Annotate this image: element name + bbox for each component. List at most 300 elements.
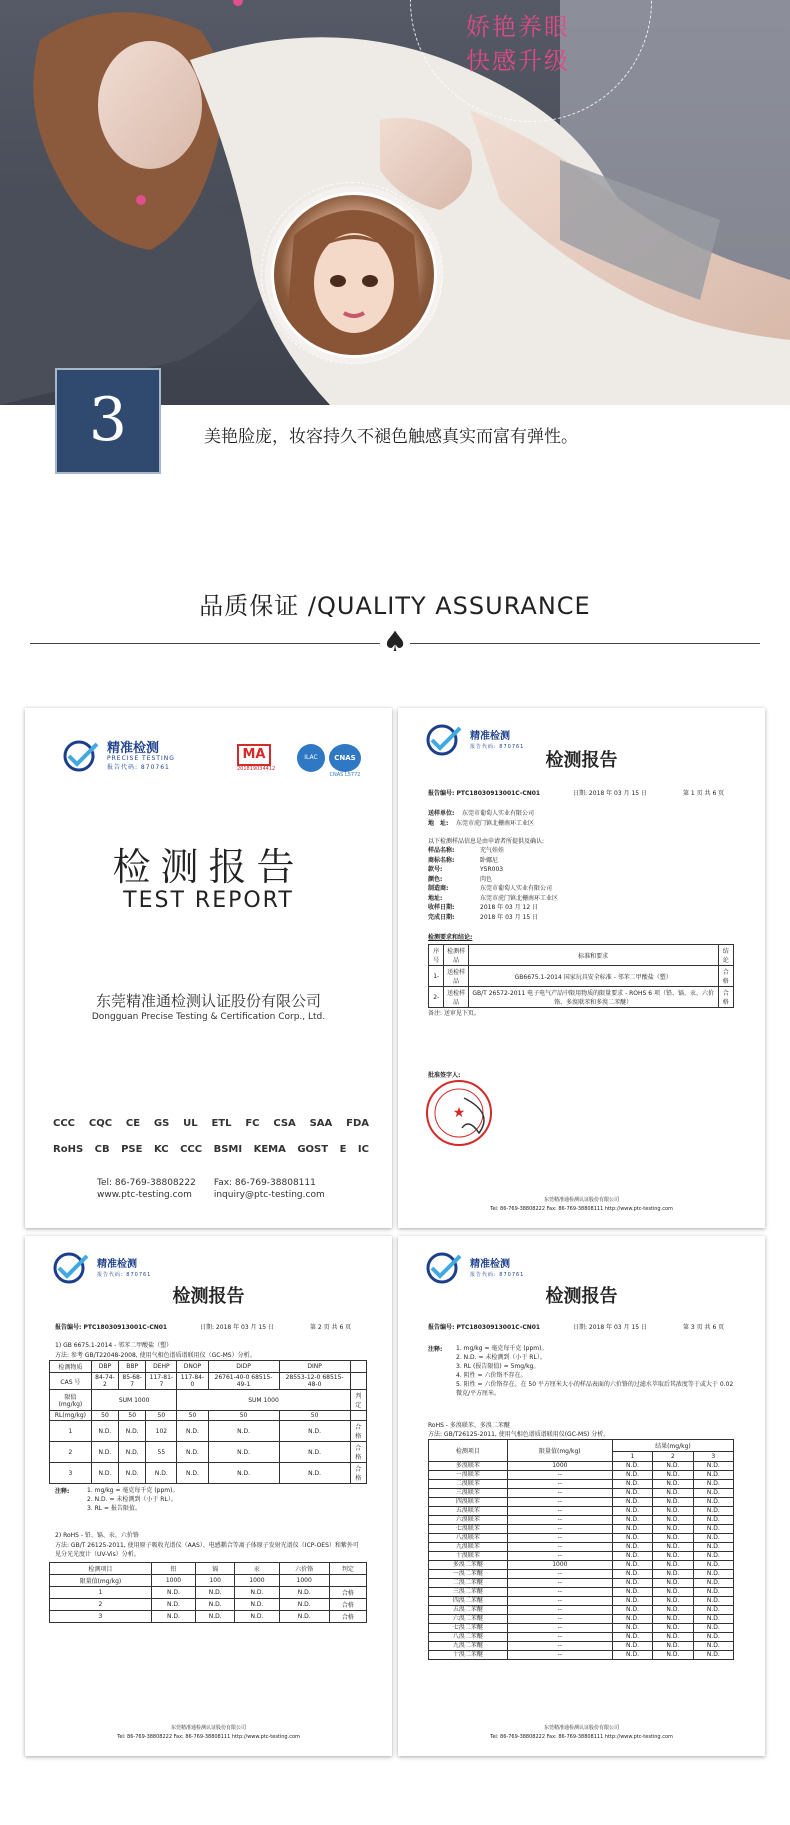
table-cell: 七溴二苯醚 (429, 1624, 508, 1633)
kc-icon: KC (153, 1144, 169, 1155)
table-cell: 十溴二苯醚 (429, 1651, 508, 1660)
table-cell: N.D. (693, 1651, 733, 1660)
table-cell: N.D. (177, 1463, 208, 1484)
table-row (429, 1615, 734, 1624)
table-row (50, 1411, 367, 1421)
table-row (429, 1642, 734, 1651)
page3-footer-tel: Tel: 86-769-38808222 Fax: 86-769-38808111 http://www.ptc-testing.com (490, 1734, 673, 1740)
page3-date: 日期: 2018 年 03 月 15 日 (573, 1324, 648, 1331)
page1-title: 检测报告 (545, 750, 618, 771)
table-cell: N.D. (119, 1442, 146, 1463)
field-value: YSR003 (480, 866, 504, 873)
table-cell (350, 1411, 366, 1421)
table-row (50, 1575, 367, 1587)
table-cell: N.D. (653, 1480, 693, 1489)
table-cell: N.D. (653, 1633, 693, 1642)
table-cell: 3 (50, 1611, 152, 1623)
table-cell: N.D. (196, 1587, 235, 1599)
table-cell: -- (507, 1471, 612, 1480)
cb-icon: CB (94, 1144, 110, 1155)
tagline-line-1: 娇艳养眼 (466, 13, 570, 41)
table-cell: N.D. (91, 1442, 118, 1463)
table-cell: 检测物质 (50, 1361, 92, 1373)
table-cell: 十溴联苯 (429, 1552, 508, 1561)
ptc-logo-icon (426, 1252, 466, 1284)
table-cell: 2- (429, 987, 444, 1008)
ma-mark (237, 744, 276, 772)
table-cell: DBP (91, 1361, 118, 1373)
table-row (429, 1651, 734, 1660)
page2-footer-tel: Tel: 86-769-38808222 Fax: 86-769-38808111 http://www.ptc-testing.com (117, 1734, 300, 1740)
table-cell: N.D. (208, 1421, 279, 1442)
table-row (429, 1471, 734, 1480)
hero-tagline (466, 10, 570, 78)
table-cell: -- (507, 1498, 612, 1507)
table-cell (350, 1373, 366, 1390)
table-cell: 117-84-0 (177, 1373, 208, 1390)
table-cell: 2 (50, 1599, 152, 1611)
rohs-icon: RoHS (53, 1144, 84, 1155)
page1-note: 以下检测样品信息是由申请者所提供及确认: (428, 838, 545, 845)
report-page-3 (398, 1236, 765, 1756)
table-cell: N.D. (693, 1462, 733, 1471)
table-row (429, 1579, 734, 1588)
table-cell: 1 (50, 1421, 92, 1442)
table-cell: 合格 (329, 1587, 366, 1599)
table-cell: 合格 (350, 1421, 366, 1442)
hero-banner (0, 0, 790, 405)
table-cell: -- (507, 1579, 612, 1588)
table-row (50, 1599, 367, 1611)
table-cell: 判定 (329, 1563, 366, 1575)
logo-code: 报告代码: 870761 (107, 763, 170, 771)
table-cell: N.D. (693, 1615, 733, 1624)
table-cell: N.D. (653, 1561, 693, 1570)
table-cell: 送检样品 (444, 966, 468, 987)
page3-page: 第 3 页 共 6 页 (683, 1324, 725, 1331)
table-cell: 检测项目 (50, 1563, 152, 1575)
page2-title: 检测报告 (172, 1286, 245, 1307)
table-cell: N.D. (612, 1489, 652, 1498)
page2-footer-company: 东莞精准通检测认证股份有限公司 (170, 1725, 246, 1731)
page2-notes-label: 注释: (55, 1488, 70, 1495)
table-cell: 检测样品 (444, 945, 468, 966)
ce-icon: CE (125, 1118, 141, 1129)
field-value: 卧娜尼 (480, 856, 499, 864)
note-line: 1. mg/kg = 毫克每千克 (ppm)。 (87, 1487, 179, 1494)
table-cell: N.D. (612, 1570, 652, 1579)
cqc-icon: CQC (88, 1118, 113, 1129)
table-cell: 多溴联苯 (429, 1462, 508, 1471)
table-row (429, 1606, 734, 1615)
pse-icon: PSE (121, 1144, 143, 1155)
page1-footer-company: 东莞精准通检测认证股份有限公司 (543, 1197, 619, 1203)
ul-icon: UL (183, 1118, 198, 1129)
table-cell: 四溴二苯醚 (429, 1597, 508, 1606)
table-cell: N.D. (653, 1543, 693, 1552)
table-cell: N.D. (653, 1552, 693, 1561)
ptc-logo (426, 1252, 524, 1284)
feature-description: 美艳脸庞，妆容持久不褪色触感真实而富有弹性。 (204, 427, 578, 447)
table-row (429, 1561, 734, 1570)
field-row (428, 903, 558, 913)
table-cell: 84-74-2 (91, 1373, 118, 1390)
table-cell: N.D. (279, 1587, 329, 1599)
table-cell: N.D. (151, 1587, 195, 1599)
table-cell: 50 (177, 1411, 208, 1421)
table-cell: N.D. (196, 1599, 235, 1611)
page3-title: 检测报告 (545, 1286, 618, 1307)
field-row (428, 884, 558, 894)
table-cell: 50 (91, 1411, 118, 1421)
table-cell: 六溴联苯 (429, 1516, 508, 1525)
table-cell: GB6675.1-2014 国家玩具安全标准 - 邻苯二甲酸盐（塑） (468, 966, 718, 987)
table-cell: 一溴联苯 (429, 1471, 508, 1480)
table-cell: 1 (50, 1587, 152, 1599)
table-cell: N.D. (693, 1597, 733, 1606)
table-cell: N.D. (279, 1421, 350, 1442)
table-cell: 1000 (507, 1561, 612, 1570)
table-cell: N.D. (653, 1489, 693, 1498)
table-cell: 多溴二苯醚 (429, 1561, 508, 1570)
field-value: 肉色 (480, 875, 493, 883)
table-cell: N.D. (653, 1507, 693, 1516)
page2-date: 日期: 2018 年 03 月 15 日 (200, 1324, 275, 1331)
table-cell: 三溴二苯醚 (429, 1588, 508, 1597)
page2-report-no: 报告编号: PTC18030913001C-CN01 (55, 1324, 168, 1331)
field-row (428, 856, 558, 866)
table-cell: N.D. (177, 1442, 208, 1463)
cnas-mark (329, 744, 361, 778)
table-cell: N.D. (612, 1588, 652, 1597)
table-cell: N.D. (612, 1480, 652, 1489)
ccc-icon: CCC (53, 1118, 76, 1129)
page3-footer-company: 东莞精准通检测认证股份有限公司 (543, 1725, 619, 1731)
table-row (429, 1498, 734, 1507)
page1-date: 日期: 2018 年 03 月 15 日 (573, 790, 648, 797)
field-value: 2018 年 03 月 15 日 (480, 913, 539, 921)
field-label: 商标名称: (428, 856, 455, 864)
cover-company-en: Dongguan Precise Testing & Certification Corp., Ltd. (91, 1012, 326, 1022)
table-cell: 102 (146, 1421, 177, 1442)
table-cell: N.D. (693, 1588, 733, 1597)
table-cell: N.D. (693, 1525, 733, 1534)
ic-icon: IC (357, 1144, 369, 1155)
note-line: 1. mg/kg = 毫克每千克 (ppm)。 (456, 1345, 548, 1352)
table-cell: RL(mg/kg) (50, 1411, 92, 1421)
table-cell: N.D. (693, 1480, 733, 1489)
table-cell: SUM 1000 (177, 1390, 350, 1411)
table-cell: N.D. (653, 1471, 693, 1480)
table-row (429, 1534, 734, 1543)
table-cell: 序号 (429, 945, 444, 966)
report-page-2 (25, 1236, 392, 1756)
logo-sub: PRECISE TESTING (107, 754, 175, 762)
note-line: 5. 阳性 = 六价铬存在。在 50 平方厘米大小的样品表面的六价铬的过滤水萃取后其浓度等于或大于 0.02 微克/平方厘米。 (456, 1381, 734, 1397)
cnas-label: CNAS (329, 744, 361, 772)
table-cell: N.D. (151, 1611, 195, 1623)
table-cell: 五溴二苯醚 (429, 1606, 508, 1615)
table-row (50, 1611, 367, 1623)
page1-address: 地 址: 东莞市虎门镇北栅南环工业区 (428, 820, 535, 827)
gs-icon: GS (153, 1118, 170, 1129)
bsmi-icon: BSMI (213, 1144, 243, 1155)
svg-text:★: ★ (452, 1105, 466, 1121)
table-row (429, 1480, 734, 1489)
table-cell: N.D. (235, 1587, 279, 1599)
table-cell: N.D. (612, 1642, 652, 1651)
table-cell: N.D. (279, 1442, 350, 1463)
field-row (428, 846, 558, 856)
table-row (429, 1507, 734, 1516)
table-cell: -- (507, 1597, 612, 1606)
page1-report-no: 报告编号: PTC18030913001C-CN01 (428, 790, 541, 797)
decor-dot (136, 195, 146, 205)
table-cell: N.D. (653, 1525, 693, 1534)
table-cell: N.D. (693, 1552, 733, 1561)
table-cell: N.D. (208, 1463, 279, 1484)
table-cell: 1- (429, 966, 444, 987)
logo-name: 精准检测 (470, 731, 510, 742)
address-value: 东莞市虎门镇北栅南环工业区 (456, 820, 535, 827)
table-cell: N.D. (279, 1463, 350, 1484)
table-cell: N.D. (612, 1651, 652, 1660)
table-cell: DIDP (208, 1361, 279, 1373)
table-row (429, 1588, 734, 1597)
note-line: 3. RL (报告限值) = 5mg/kg。 (456, 1363, 540, 1370)
table-cell: N.D. (693, 1606, 733, 1615)
table-cell: N.D. (693, 1561, 733, 1570)
table-cell: N.D. (612, 1606, 652, 1615)
table-cell: 1000 (151, 1575, 195, 1587)
table-row (50, 1442, 367, 1463)
table-cell: N.D. (91, 1421, 118, 1442)
table-cell: SUM 1000 (91, 1390, 177, 1411)
applicant-value: 东莞市葡萄人实业有限公司 (462, 810, 535, 817)
table-cell: 117-81-7 (146, 1373, 177, 1390)
cover-fax: Fax: 86-769-38808111 (213, 1178, 316, 1188)
table-cell: N.D. (653, 1570, 693, 1579)
field-label: 款号: (428, 866, 443, 873)
table-cell: 镉 (196, 1563, 235, 1575)
table-row (429, 1462, 734, 1471)
table-cell: 四溴联苯 (429, 1498, 508, 1507)
field-label: 收样日期: (428, 904, 455, 911)
table-cell: 3 (50, 1463, 92, 1484)
gost-icon: GOST (297, 1144, 329, 1155)
table-cell: 2 (50, 1442, 92, 1463)
table-cell: -- (507, 1516, 612, 1525)
table-cell: 送检样品 (444, 987, 468, 1008)
table-row (429, 1525, 734, 1534)
report-page-1 (398, 708, 765, 1228)
feature-number-badge: 3 (55, 368, 161, 474)
ilac-icon: ILAC (297, 744, 325, 772)
ptc-logo-icon (53, 1252, 93, 1284)
table-cell: 合格 (718, 966, 733, 987)
table-cell: N.D. (208, 1442, 279, 1463)
face-illustration (274, 195, 434, 355)
table-cell: DNOP (177, 1361, 208, 1373)
table-cell: DINP (279, 1361, 350, 1373)
table-cell: N.D. (653, 1642, 693, 1651)
table-cell: 限量值(mg/kg) (50, 1575, 152, 1587)
table-header-row (429, 945, 734, 966)
table-cell: 1000 (279, 1575, 329, 1587)
table-cell: 铅 (151, 1563, 195, 1575)
saa-icon: SAA (309, 1118, 333, 1129)
table-cell: N.D. (612, 1624, 652, 1633)
page2-notes (87, 1486, 178, 1513)
page1-applicant: 送样单位: 东莞市葡萄人实业有限公司 (428, 810, 535, 817)
table-cell: -- (507, 1651, 612, 1660)
page3-notes-label: 注释: (428, 1346, 443, 1353)
table-cell: 判定 (350, 1390, 366, 1411)
table-cell: N.D. (612, 1615, 652, 1624)
cover-web: www.ptc-testing.com (97, 1190, 192, 1200)
ccc-alt-icon: CCC (180, 1144, 203, 1155)
logo-code: 报告代码: 870761 (470, 744, 525, 750)
table-row (50, 1587, 367, 1599)
table-header-row (50, 1563, 367, 1575)
note-line: 2. N.D. = 未检测到（小于 RL）。 (456, 1354, 546, 1361)
table-row (429, 1543, 734, 1552)
table-cell: N.D. (653, 1588, 693, 1597)
table-cell: DEHP (146, 1361, 177, 1373)
table-cell: N.D. (693, 1498, 733, 1507)
table-cell: N.D. (279, 1599, 329, 1611)
table-cell: N.D. (693, 1624, 733, 1633)
field-label: 完成日期: (428, 913, 455, 921)
page1-page: 第 1 页 共 6 页 (683, 790, 725, 797)
page2-phthalate-table (49, 1360, 367, 1484)
table-cell: N.D. (693, 1633, 733, 1642)
table-cell: N.D. (235, 1611, 279, 1623)
fda-icon: FDA (346, 1118, 369, 1129)
table-cell: N.D. (612, 1633, 652, 1642)
table-cell: 50 (146, 1411, 177, 1421)
csa-icon: CSA (273, 1118, 296, 1129)
table-cell: N.D. (653, 1597, 693, 1606)
field-row (428, 913, 558, 923)
table-cell: -- (507, 1534, 612, 1543)
table-cell: 50 (119, 1411, 146, 1421)
page3-pbb-table (428, 1439, 734, 1660)
table-cell: -- (507, 1642, 612, 1651)
ptc-logo (63, 740, 175, 772)
table-cell: 28553-12-0 68515-48-0 (279, 1373, 350, 1390)
table-row (429, 1570, 734, 1579)
table-cell: N.D. (653, 1462, 693, 1471)
table-cell: -- (507, 1624, 612, 1633)
field-value: 东莞市虎门镇北栅南环工业区 (480, 894, 559, 902)
cnas-code: CNAS L5772 (329, 772, 361, 778)
table-cell: 二溴联苯 (429, 1480, 508, 1489)
table-cell: 限量值(mg/kg) (507, 1440, 612, 1462)
page2-method1: 方法: 参考 GB/T22048-2008, 使用气相色谱质谱联用仪（GC-MS）分析。 (55, 1352, 256, 1359)
table-cell: -- (507, 1633, 612, 1642)
table-cell: 合格 (329, 1611, 366, 1623)
table-cell: N.D. (653, 1516, 693, 1525)
table-cell: CAS 号 (50, 1373, 92, 1390)
table-cell: -- (507, 1615, 612, 1624)
table-cell: 1000 (507, 1462, 612, 1471)
table-cell: 标准和要求 (468, 945, 718, 966)
e-mark-icon: E (339, 1144, 347, 1155)
table-cell: N.D. (653, 1615, 693, 1624)
cover-title-en: TEST REPORT (123, 888, 294, 913)
table-cell: -- (507, 1606, 612, 1615)
table-cell: N.D. (653, 1606, 693, 1615)
table-cell: 50 (279, 1411, 350, 1421)
table-cell: 3 (693, 1452, 733, 1462)
field-value: 2018 年 03 月 12 日 (480, 904, 539, 911)
table-cell: N.D. (693, 1471, 733, 1480)
table-row (429, 987, 734, 1008)
table-cell: N.D. (612, 1498, 652, 1507)
table-cell: 合格 (350, 1442, 366, 1463)
page3-method: 方法: GB/T26125-2011, 使用气相色谱质谱联用仪(GC-MS) 分析。 (428, 1431, 610, 1438)
table-cell: -- (507, 1588, 612, 1597)
ptc-logo (53, 1252, 151, 1284)
table-cell: 合格 (350, 1463, 366, 1484)
table-cell: 55 (146, 1442, 177, 1463)
table-cell: -- (507, 1507, 612, 1516)
table-row (50, 1390, 367, 1411)
field-value: 充气娃娃 (480, 847, 505, 854)
table-cell: N.D. (612, 1543, 652, 1552)
table-cell: 九溴二苯醚 (429, 1642, 508, 1651)
table-cell: -- (507, 1489, 612, 1498)
table-cell: 100 (196, 1575, 235, 1587)
page2-method2: 方法: GB/T 26125-2011, 使用原子吸收光谱仪（AAS）、电感耦合等离子体原子发射光谱仪（ICP-OES）和紫外可见分光光度计（UV-Vis）分析。 (55, 1542, 359, 1558)
table-cell: N.D. (612, 1552, 652, 1561)
table-cell: BBP (119, 1361, 146, 1373)
approval-stamp-icon (424, 1078, 494, 1148)
table-cell: N.D. (693, 1543, 733, 1552)
table-row (429, 1552, 734, 1561)
table-cell: 85-68-7 (119, 1373, 146, 1390)
table-cell: -- (507, 1570, 612, 1579)
table-cell: -- (507, 1543, 612, 1552)
table-cell: N.D. (653, 1624, 693, 1633)
table-cell: 结果(mg/kg) (612, 1440, 733, 1452)
table-cell (350, 1361, 366, 1373)
cert-marks-row-1 (53, 1118, 369, 1129)
table-cell: N.D. (653, 1498, 693, 1507)
page1-summary-table (428, 944, 734, 1008)
table-cell: N.D. (693, 1489, 733, 1498)
table-cell (329, 1575, 366, 1587)
page1-fields (428, 846, 558, 922)
table-cell: N.D. (693, 1642, 733, 1651)
page1-signer: 批准签字人: (428, 1072, 461, 1079)
table-cell: 结论 (718, 945, 733, 966)
page2-rohs-table (49, 1562, 367, 1623)
spade-icon: ♠ (380, 627, 410, 657)
tagline-line-2: 快感升级 (466, 47, 570, 75)
table-cell: 八溴二苯醚 (429, 1633, 508, 1642)
table-cell: 汞 (235, 1563, 279, 1575)
table-cell: N.D. (693, 1534, 733, 1543)
table-cell: N.D. (612, 1471, 652, 1480)
note-line: 2. N.D. = 未检测到（小于 RL）。 (87, 1496, 177, 1503)
table-cell: N.D. (693, 1579, 733, 1588)
ma-label: MA (237, 744, 271, 766)
table-cell: N.D. (612, 1561, 652, 1570)
table-cell: 50 (208, 1411, 279, 1421)
table-row (429, 1624, 734, 1633)
